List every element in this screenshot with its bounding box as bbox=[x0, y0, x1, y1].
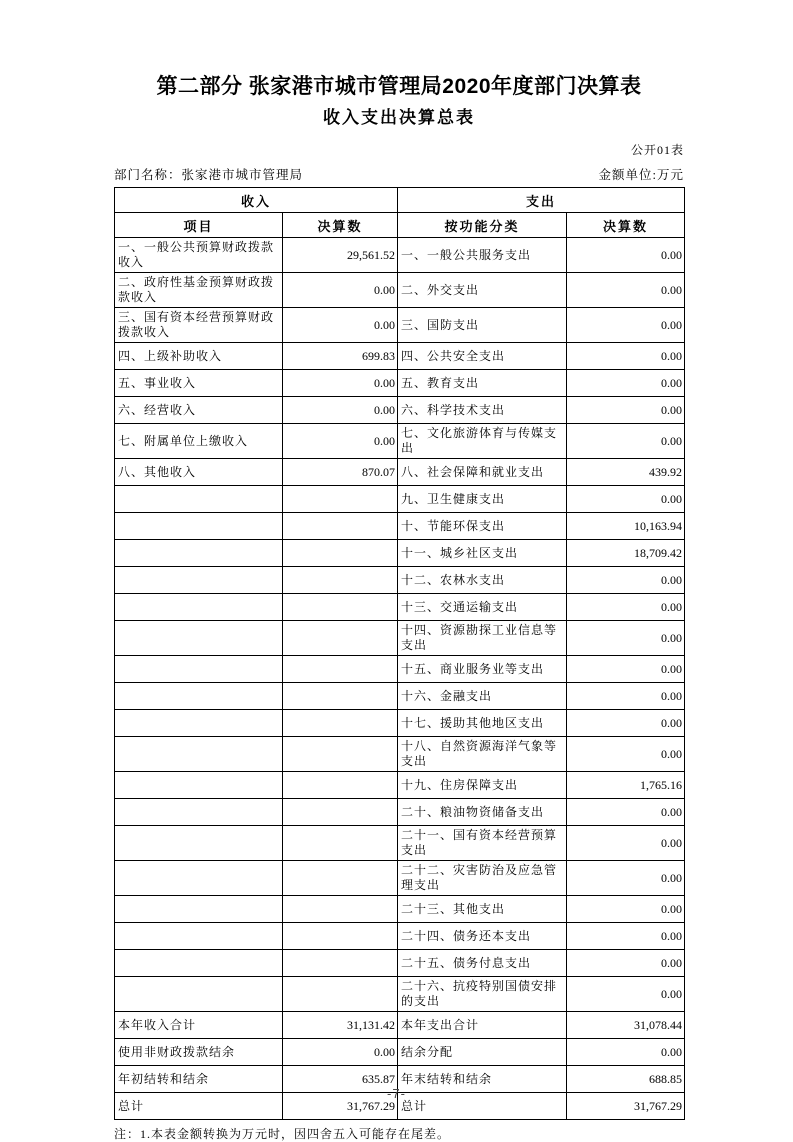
item-cell bbox=[115, 977, 283, 1012]
item-cell: 本年支出合计 bbox=[398, 1012, 567, 1039]
item-cell: 二十一、国有资本经营预算支出 bbox=[398, 826, 567, 861]
item-cell: 二十、粮油物资储备支出 bbox=[398, 799, 567, 826]
item-cell: 使用非财政拨款结余 bbox=[115, 1039, 283, 1066]
table-row bbox=[115, 977, 685, 1012]
amount-cell bbox=[283, 513, 398, 540]
table-code-label: 公开01表 bbox=[630, 143, 684, 157]
amount-cell: 0.00 bbox=[567, 273, 685, 308]
item-cell: 总计 bbox=[115, 1093, 283, 1120]
amount-cell: 635.87 bbox=[283, 1066, 398, 1093]
item-cell bbox=[115, 950, 283, 977]
amount-cell: 0.00 bbox=[567, 656, 685, 683]
item-cell: 八、社会保障和就业支出 bbox=[398, 459, 567, 486]
amount-cell: 0.00 bbox=[283, 273, 398, 308]
item-cell: 十、节能环保支出 bbox=[398, 513, 567, 540]
table-row bbox=[115, 1012, 685, 1039]
item-cell: 二十四、债务还本支出 bbox=[398, 923, 567, 950]
table-row bbox=[115, 896, 685, 923]
amount-cell: 0.00 bbox=[567, 1039, 685, 1066]
item-cell: 十二、农林水支出 bbox=[398, 567, 567, 594]
amount-cell: 31,767.29 bbox=[567, 1093, 685, 1120]
amount-cell: 0.00 bbox=[283, 370, 398, 397]
amount-cell: 439.92 bbox=[567, 459, 685, 486]
item-cell: 三、国有资本经营预算财政拨款收入 bbox=[115, 308, 283, 343]
item-cell bbox=[115, 737, 283, 772]
amount-cell: 699.83 bbox=[283, 343, 398, 370]
column-header-income-amount: 决算数 bbox=[283, 213, 398, 238]
amount-cell: 688.85 bbox=[567, 1066, 685, 1093]
amount-cell: 0.00 bbox=[567, 896, 685, 923]
amount-cell: 1,765.16 bbox=[567, 772, 685, 799]
item-cell: 十一、城乡社区支出 bbox=[398, 540, 567, 567]
item-cell: 二、政府性基金预算财政拨款收入 bbox=[115, 273, 283, 308]
table-row bbox=[115, 656, 685, 683]
amount-cell: 0.00 bbox=[567, 424, 685, 459]
item-cell bbox=[115, 683, 283, 710]
table-row bbox=[115, 343, 685, 370]
amount-cell bbox=[283, 826, 398, 861]
page-title: 第二部分 张家港市城市管理局2020年度部门决算表 bbox=[156, 75, 642, 98]
amount-cell bbox=[283, 950, 398, 977]
item-cell: 十四、资源勘探工业信息等支出 bbox=[398, 621, 567, 656]
amount-cell bbox=[283, 977, 398, 1012]
table-row bbox=[115, 513, 685, 540]
table-row bbox=[115, 370, 685, 397]
amount-cell bbox=[283, 799, 398, 826]
amount-cell: 0.00 bbox=[283, 424, 398, 459]
item-cell: 七、附属单位上缴收入 bbox=[115, 424, 283, 459]
item-cell: 一、一般公共服务支出 bbox=[398, 238, 567, 273]
table-meta-row bbox=[114, 165, 684, 183]
item-cell: 三、国防支出 bbox=[398, 308, 567, 343]
item-cell bbox=[115, 923, 283, 950]
table-row bbox=[115, 459, 685, 486]
item-cell: 十八、自然资源海洋气象等支出 bbox=[398, 737, 567, 772]
amount-cell bbox=[283, 594, 398, 621]
amount-cell: 31,131.42 bbox=[283, 1012, 398, 1039]
item-cell bbox=[115, 826, 283, 861]
column-header-row bbox=[115, 213, 685, 238]
item-cell: 五、事业收入 bbox=[115, 370, 283, 397]
table-row bbox=[115, 826, 685, 861]
item-cell: 二十六、抗疫特别国债安排的支出 bbox=[398, 977, 567, 1012]
amount-cell bbox=[283, 540, 398, 567]
amount-cell bbox=[283, 567, 398, 594]
table-row bbox=[115, 737, 685, 772]
item-cell: 四、公共安全支出 bbox=[398, 343, 567, 370]
item-cell bbox=[115, 594, 283, 621]
table-row bbox=[115, 950, 685, 977]
item-cell: 本年收入合计 bbox=[115, 1012, 283, 1039]
amount-cell bbox=[283, 737, 398, 772]
summary-table bbox=[114, 187, 685, 1120]
amount-cell: 0.00 bbox=[283, 308, 398, 343]
amount-cell bbox=[283, 621, 398, 656]
amount-cell: 31,078.44 bbox=[567, 1012, 685, 1039]
amount-cell: 0.00 bbox=[567, 370, 685, 397]
table-row bbox=[115, 710, 685, 737]
amount-cell: 29,561.52 bbox=[283, 238, 398, 273]
item-cell bbox=[115, 772, 283, 799]
amount-cell: 0.00 bbox=[567, 343, 685, 370]
amount-cell: 0.00 bbox=[567, 594, 685, 621]
item-cell: 二、外交支出 bbox=[398, 273, 567, 308]
amount-cell: 0.00 bbox=[567, 238, 685, 273]
table-row bbox=[115, 861, 685, 896]
item-cell: 六、科学技术支出 bbox=[398, 397, 567, 424]
amount-cell: 0.00 bbox=[567, 977, 685, 1012]
table-row bbox=[115, 683, 685, 710]
table-row bbox=[115, 923, 685, 950]
item-cell: 十六、金融支出 bbox=[398, 683, 567, 710]
amount-cell bbox=[283, 486, 398, 513]
amount-cell: 31,767.29 bbox=[283, 1093, 398, 1120]
item-cell: 四、上级补助收入 bbox=[115, 343, 283, 370]
page-number: -7- bbox=[387, 1086, 406, 1101]
expense-group-header: 支出 bbox=[398, 188, 685, 213]
item-cell: 总计 bbox=[398, 1093, 567, 1120]
table-row bbox=[115, 486, 685, 513]
page-subtitle: 收入支出决算总表 bbox=[323, 108, 475, 127]
item-cell: 五、教育支出 bbox=[398, 370, 567, 397]
table-body bbox=[115, 238, 685, 1120]
amount-cell: 0.00 bbox=[567, 799, 685, 826]
amount-cell: 0.00 bbox=[567, 710, 685, 737]
item-cell: 七、文化旅游体育与传媒支出 bbox=[398, 424, 567, 459]
amount-cell bbox=[283, 861, 398, 896]
item-cell: 十三、交通运输支出 bbox=[398, 594, 567, 621]
item-cell: 一、一般公共预算财政拨款收入 bbox=[115, 238, 283, 273]
item-cell: 二十二、灾害防治及应急管理支出 bbox=[398, 861, 567, 896]
table-row bbox=[115, 1039, 685, 1066]
item-cell bbox=[115, 799, 283, 826]
amount-cell bbox=[283, 683, 398, 710]
item-cell: 九、卫生健康支出 bbox=[398, 486, 567, 513]
table-row bbox=[115, 772, 685, 799]
item-cell: 结余分配 bbox=[398, 1039, 567, 1066]
document-page bbox=[114, 74, 684, 1142]
item-cell: 年末结转和结余 bbox=[398, 1066, 567, 1093]
group-header-row bbox=[115, 188, 685, 213]
table-row bbox=[115, 238, 685, 273]
column-header-income-item: 项目 bbox=[115, 213, 283, 238]
amount-cell: 0.00 bbox=[567, 397, 685, 424]
amount-cell: 0.00 bbox=[567, 486, 685, 513]
item-cell: 十九、住房保障支出 bbox=[398, 772, 567, 799]
amount-cell: 0.00 bbox=[283, 397, 398, 424]
amount-cell: 0.00 bbox=[567, 826, 685, 861]
item-cell: 十五、商业服务业等支出 bbox=[398, 656, 567, 683]
amount-cell: 0.00 bbox=[567, 567, 685, 594]
item-cell: 六、经营收入 bbox=[115, 397, 283, 424]
table-row bbox=[115, 397, 685, 424]
item-cell: 年初结转和结余 bbox=[115, 1066, 283, 1093]
amount-unit-label: 金额单位:万元 bbox=[598, 168, 684, 182]
table-row bbox=[115, 567, 685, 594]
table-row bbox=[115, 540, 685, 567]
table-header bbox=[115, 188, 685, 238]
item-cell bbox=[115, 656, 283, 683]
table-row bbox=[115, 799, 685, 826]
amount-cell: 0.00 bbox=[567, 737, 685, 772]
table-row bbox=[115, 621, 685, 656]
item-cell: 十七、援助其他地区支出 bbox=[398, 710, 567, 737]
income-group-header: 收入 bbox=[115, 188, 398, 213]
table-row bbox=[115, 308, 685, 343]
item-cell bbox=[115, 710, 283, 737]
item-cell: 二十五、债务付息支出 bbox=[398, 950, 567, 977]
amount-cell: 10,163.94 bbox=[567, 513, 685, 540]
amount-cell bbox=[283, 896, 398, 923]
table-note: 注：1.本表金额转换为万元时，因四舍五入可能存在尾差。 bbox=[114, 1127, 451, 1141]
amount-cell: 0.00 bbox=[567, 308, 685, 343]
amount-cell bbox=[283, 656, 398, 683]
amount-cell: 0.00 bbox=[283, 1039, 398, 1066]
table-row bbox=[115, 273, 685, 308]
amount-cell: 0.00 bbox=[567, 950, 685, 977]
table-row bbox=[115, 594, 685, 621]
column-header-expense-category: 按功能分类 bbox=[398, 213, 567, 238]
amount-cell: 18,709.42 bbox=[567, 540, 685, 567]
item-cell bbox=[115, 540, 283, 567]
item-cell bbox=[115, 486, 283, 513]
amount-cell bbox=[283, 923, 398, 950]
table-row bbox=[115, 424, 685, 459]
amount-cell: 870.07 bbox=[283, 459, 398, 486]
amount-cell: 0.00 bbox=[567, 621, 685, 656]
item-cell bbox=[115, 861, 283, 896]
amount-cell bbox=[283, 710, 398, 737]
amount-cell bbox=[283, 772, 398, 799]
department-name-label: 部门名称：张家港市城市管理局 bbox=[114, 168, 304, 182]
item-cell bbox=[115, 513, 283, 540]
item-cell bbox=[115, 621, 283, 656]
amount-cell: 0.00 bbox=[567, 683, 685, 710]
item-cell: 二十三、其他支出 bbox=[398, 896, 567, 923]
item-cell bbox=[115, 896, 283, 923]
item-cell bbox=[115, 567, 283, 594]
amount-cell: 0.00 bbox=[567, 923, 685, 950]
amount-cell: 0.00 bbox=[567, 861, 685, 896]
item-cell: 八、其他收入 bbox=[115, 459, 283, 486]
column-header-expense-amount: 决算数 bbox=[567, 213, 685, 238]
